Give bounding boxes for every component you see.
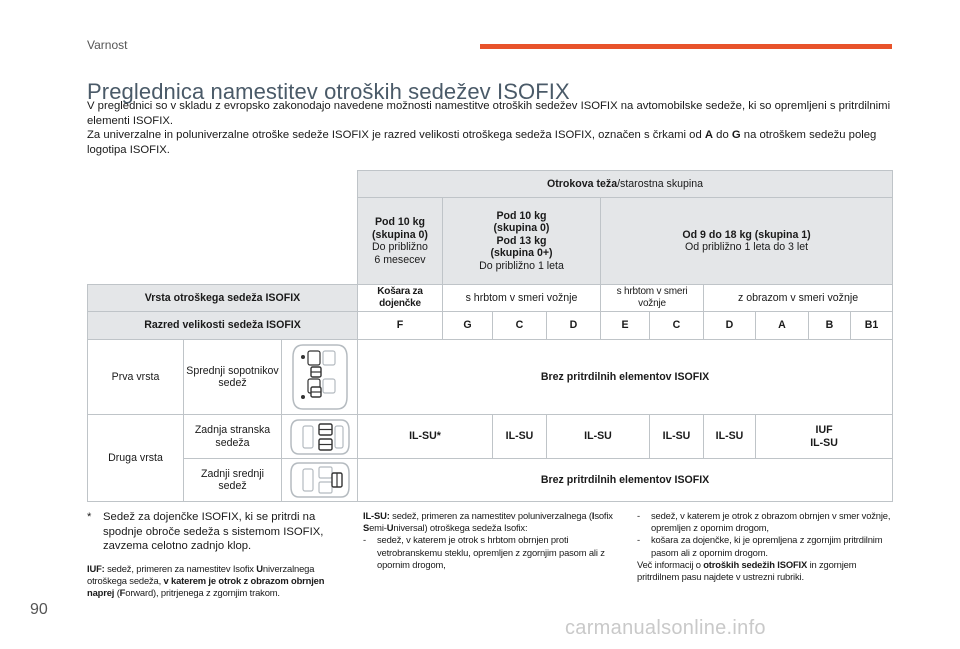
size-class-e: E <box>601 312 650 340</box>
size-class-d: D <box>547 312 601 340</box>
size-class-a: A <box>756 312 809 340</box>
note-right-item-1: - sedež, v katerem je otrok z obrazom obrnjen v smer vožnje, opremljen z opornim drogom, <box>637 510 891 534</box>
footnote-star <box>87 510 352 554</box>
car-front-seat-icon <box>282 340 358 415</box>
group-0plus-header: Pod 10 kg (skupina 0) Pod 13 kg (skupina 0+) Do približno 1 leta <box>443 198 601 285</box>
note-right <box>637 510 892 583</box>
seat-rear-middle: Zadnji srednji sedež <box>184 459 282 502</box>
page-title: Preglednica namestitev otroških sedežev ISOFIX <box>87 78 570 104</box>
note-right-item-2: - košara za dojenčke, ki je opremljena z zgornjim pritrdilnim pasom ali z opornim drogom. <box>637 534 883 558</box>
group-0-header: Pod 10 kg (skupina 0) Do približno 6 mesecev <box>358 198 443 285</box>
note-more-info: Več informacij o otroških sedežih ISOFIX in zgornjem pritrdilnem pasu najdete v ustrezni rubriki. <box>637 558 857 583</box>
rear-side-value-4: IL-SU <box>650 415 704 459</box>
seat-rear-side: Zadnja stranska sedeža <box>184 415 282 459</box>
size-class-b1: B1 <box>851 312 893 340</box>
note-iuf: IUF: sedež, primeren za namestitev Isofix Univerzalnega otroškega sedeža, v katerem je otrok z obrazom obrnjen naprej (Forward), pritrjenega z zgornjim trakom. <box>87 563 325 599</box>
rear-side-value-forward: IUF IL-SU <box>756 415 893 459</box>
weight-group-header: Otrokova teža/starostna skupina <box>358 171 893 198</box>
rear-side-value-2: IL-SU <box>493 415 547 459</box>
footnote-star-text: Sedež za dojenčke ISOFIX, ki se pritrdi na spodnje obroče sedeža s sistemom ISOFIX, zavzema celotno zadnjo klop. <box>103 511 324 552</box>
section-label: Varnost <box>87 38 128 52</box>
footnote-star-mark: * <box>87 511 92 523</box>
watermark: carmanualsonline.info <box>565 617 766 639</box>
size-class-f: F <box>358 312 443 340</box>
seat-type-carrycot: Košara za dojenčke <box>358 285 443 312</box>
intro-paragraph-2: Za univerzalne in poluniverzalne otroške sedeže ISOFIX je razred velikosti otroškega sedeža ISOFIX, označen s črkami od A do G na otroškem sedežu poleg logotipa ISOFIX. <box>87 129 877 156</box>
note-ilsu-item-1: - sedež, v katerem je otrok s hrbtom obrnjen proti vetrobranskemu steklu, opremljen z zgornjim pasom ali z opornim drogom, <box>363 534 605 570</box>
rear-side-value-1: IL-SU* <box>358 415 493 459</box>
seat-type-forward-facing: z obrazom v smeri vožnje <box>704 285 893 312</box>
front-isofix-value: Brez pritrdilnih elementov ISOFIX <box>358 340 893 415</box>
rear-side-value-5: IL-SU <box>704 415 756 459</box>
note-ilsu-definition: IL-SU: sedež, primeren za namestitev poluniverzalnega (Isofix Semi-Universal) otroškega sedeža Isofix: <box>363 510 613 534</box>
car-rear-middle-icon <box>282 459 358 502</box>
note-ilsu <box>363 510 621 571</box>
isofix-table <box>87 170 893 502</box>
seat-type-label: Vrsta otroškega sedeža ISOFIX <box>88 285 358 312</box>
group-1-header: Od 9 do 18 kg (skupina 1) Od približno 1 leta do 3 let <box>601 198 893 285</box>
size-class-b: B <box>809 312 851 340</box>
seat-front-passenger: Sprednji sopotnikov sedež <box>184 340 282 415</box>
row-label-front: Prva vrsta <box>88 340 184 415</box>
size-class-c: C <box>493 312 547 340</box>
page-number: 90 <box>30 601 48 618</box>
size-class-label: Razred velikosti sedeža ISOFIX <box>88 312 358 340</box>
rear-side-value-3: IL-SU <box>547 415 650 459</box>
size-class-c2: C <box>650 312 704 340</box>
size-class-d2: D <box>704 312 756 340</box>
row-label-second: Druga vrsta <box>88 415 184 502</box>
intro-paragraph-1: V preglednici so v skladu z evropsko zakonodajo navedene možnosti namestitve otroških sedežev ISOFIX na avtomobilske sedeže, ki so opremljeni s pritrdilnimi elementi ISOFIX. <box>87 100 891 127</box>
section-accent-bar <box>480 44 892 49</box>
seat-type-rear-facing-2: s hrbtom v smeri vožnje <box>601 285 704 312</box>
rear-middle-isofix-value: Brez pritrdilnih elementov ISOFIX <box>358 459 893 502</box>
intro-text <box>87 99 892 157</box>
size-class-g: G <box>443 312 493 340</box>
car-rear-side-icon <box>282 415 358 459</box>
seat-type-rear-facing: s hrbtom v smeri vožnje <box>443 285 601 312</box>
